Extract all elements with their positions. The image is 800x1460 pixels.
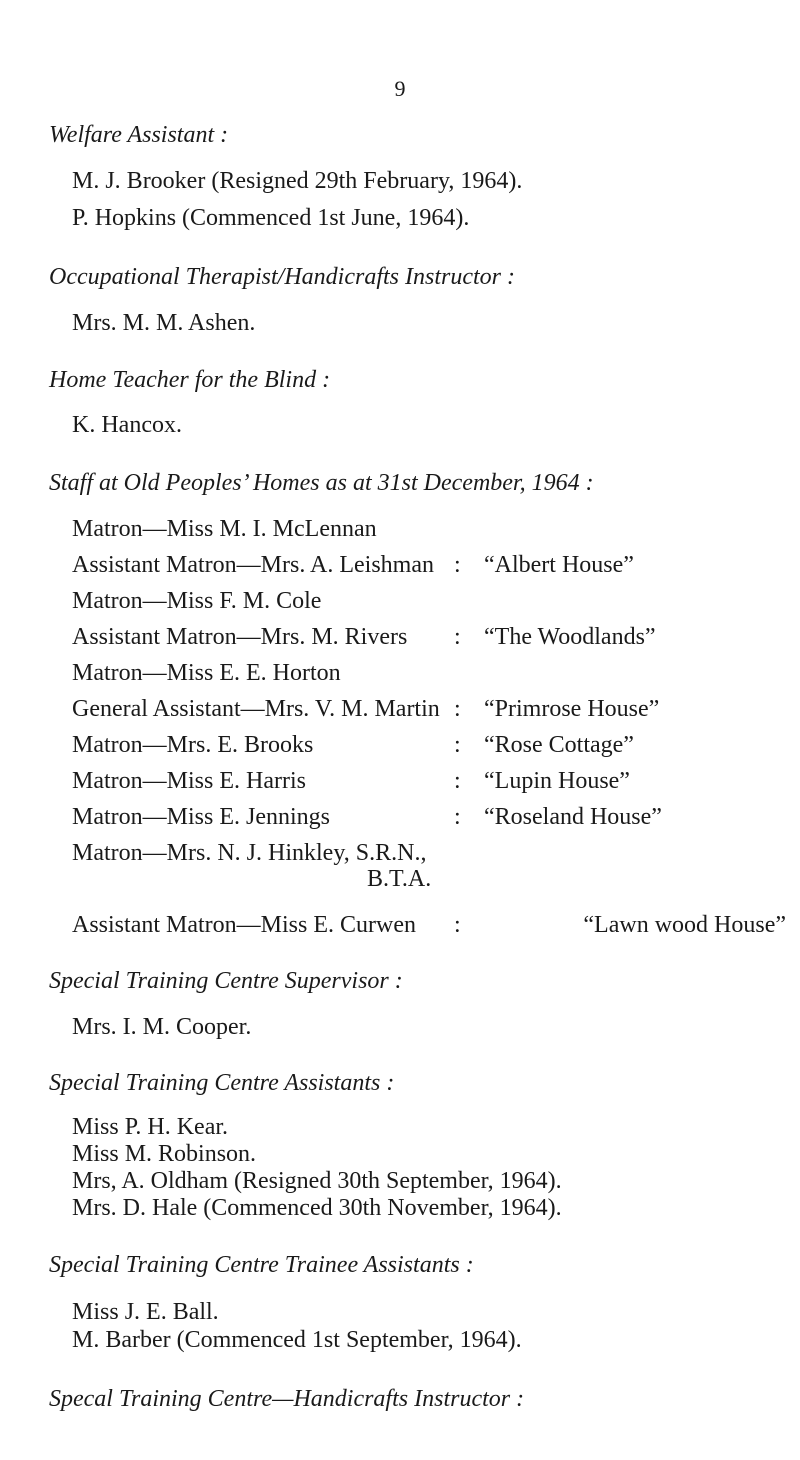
welfare-assistant-line: P. Hopkins (Commenced 1st June, 1964). [72,205,470,231]
page-number: 9 [394,76,406,101]
staff-row-colon: : [454,732,461,758]
staff-row-credentials: B.T.A. [367,866,432,892]
staff-row: Matron—Miss M. I. McLennan [72,516,377,542]
staff-row: Assistant Matron—Mrs. M. Rivers [72,624,408,650]
home-name: “Rose Cottage” [484,732,634,758]
stc-supervisor-heading: Special Training Centre Supervisor : [49,968,403,994]
stc-trainees-line: Miss J. E. Ball. [72,1299,219,1325]
home-teacher-line: K. Hancox. [72,412,182,438]
staff-row: Matron—Miss E. Harris [72,768,306,794]
stc-supervisor-line: Mrs. I. M. Cooper. [72,1014,252,1040]
stc-assistants-line: Mrs. D. Hale (Commenced 30th November, 1964). [72,1195,562,1221]
staff-row-colon: : [454,696,461,722]
home-name: “Primrose House” [484,696,660,722]
stc-handicrafts-heading: Specal Training Centre—Handicrafts Instructor : [49,1386,525,1412]
staff-row-colon: : [454,912,461,938]
staff-row: Assistant Matron—Miss E. Curwen [72,912,416,938]
stc-assistants-line: Miss P. H. Kear. [72,1114,229,1140]
stc-trainees-line: M. Barber (Commenced 1st September, 1964). [72,1327,522,1353]
staff-row-colon: : [454,804,461,830]
staff-row-colon: : [454,552,461,578]
welfare-assistant-heading: Welfare Assistant : [49,122,229,148]
occupational-therapist-line: Mrs. M. M. Ashen. [72,310,256,336]
staff-row: Matron—Miss E. Jennings [72,804,330,830]
stc-trainees-heading: Special Training Centre Trainee Assistants : [49,1252,474,1278]
staff-row-colon: : [454,768,461,794]
staff-row: Matron—Mrs. E. Brooks [72,732,314,758]
welfare-assistant-line: M. J. Brooker (Resigned 29th February, 1964). [72,168,523,194]
occupational-therapist-heading: Occupational Therapist/Handicrafts Instructor : [49,264,515,290]
home-name: “Lupin House” [484,768,630,794]
home-name: “Lawn wood House” [583,912,786,938]
home-name: “The Woodlands” [484,624,656,650]
home-teacher-heading: Home Teacher for the Blind : [49,367,331,393]
stc-assistants-heading: Special Training Centre Assistants : [49,1070,395,1096]
home-name: “Albert House” [484,552,634,578]
stc-assistants-line: Miss M. Robinson. [72,1141,257,1167]
staff-row-colon: : [454,624,461,650]
staff-row: Matron—Miss F. M. Cole [72,588,322,614]
staff-row: General Assistant—Mrs. V. M. Martin [72,696,440,722]
home-name: “Roseland House” [484,804,662,830]
staff-row: Matron—Mrs. N. J. Hinkley, S.R.N., [72,840,427,866]
staff-row: Assistant Matron—Mrs. A. Leishman [72,552,434,578]
stc-assistants-line: Mrs, A. Oldham (Resigned 30th September, 1964). [72,1168,562,1194]
staff-row: Matron—Miss E. E. Horton [72,660,341,686]
old-peoples-homes-heading: Staff at Old Peoples’ Homes as at 31st December, 1964 : [49,470,594,496]
